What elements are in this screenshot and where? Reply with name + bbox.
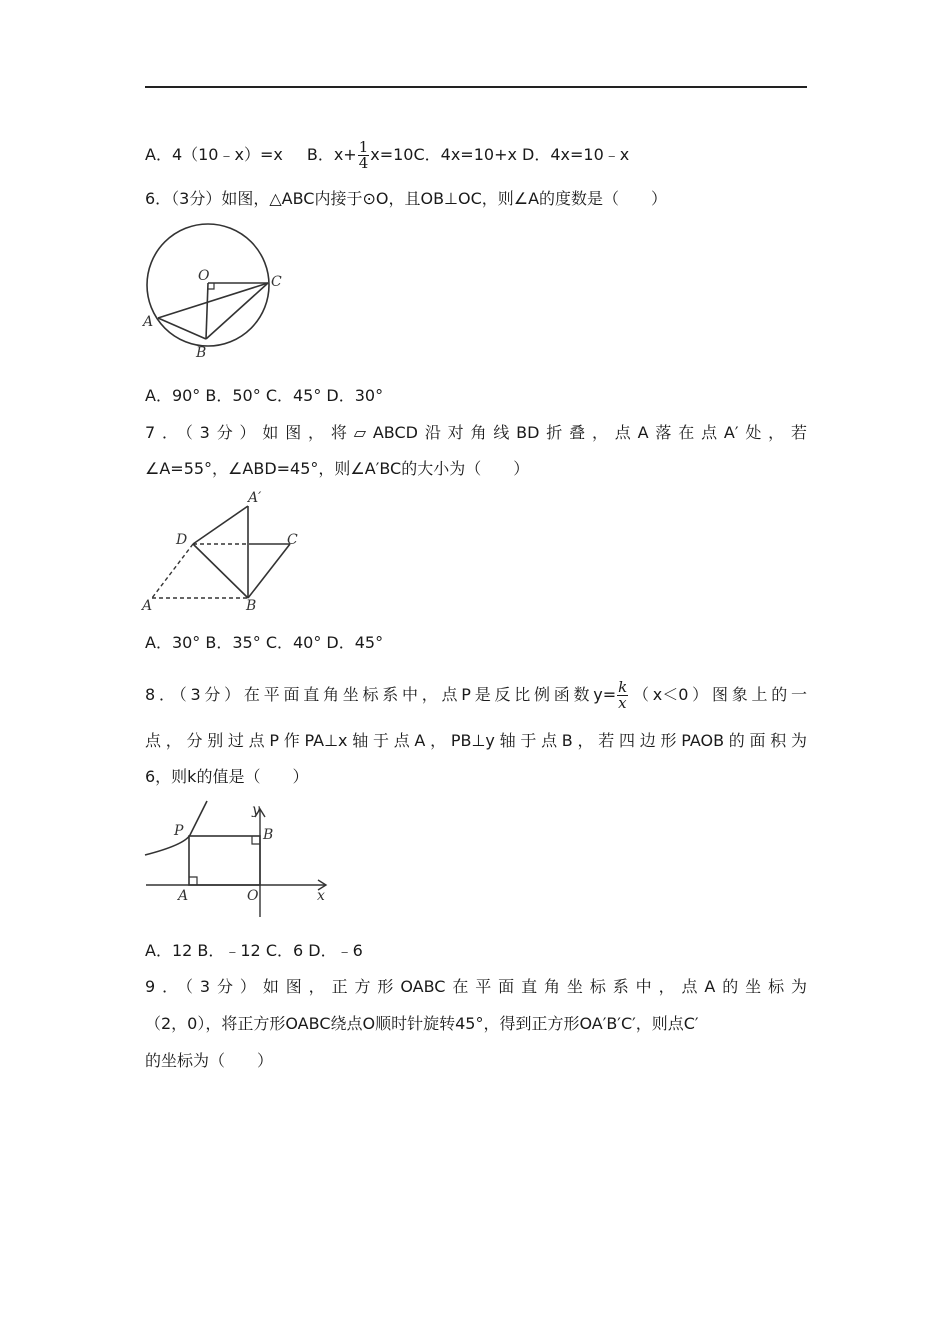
q5-option-a: A．4（10﹣x）=x — [145, 145, 283, 164]
q7-label-b: B — [246, 598, 257, 614]
q5-fraction — [358, 140, 370, 171]
q8-right-angle-mark-b — [252, 836, 260, 844]
q7-segment-da-prime — [193, 506, 248, 544]
q5-fraction-numerator: 1 — [358, 138, 369, 156]
q6-segment-ac — [158, 283, 268, 318]
q9-stem-line-1: 9．（3分）如图，正方形OABC在平面直角坐标系中，点A的坐标为 — [145, 977, 807, 996]
q8-stem-prefix: 8．（3分）在平面直角坐标系中，点P是反比例函数y= — [145, 685, 617, 704]
q8-stem-line-3: 6，则k的值是（ ） — [145, 767, 309, 786]
q8-label-y: y — [252, 802, 260, 818]
q9-stem-line-2: （2，0），将正方形OABC绕点O顺时针旋转45°，得到正方形OA′B′C′，则点C′ — [145, 1014, 699, 1033]
q8-label-o: O — [247, 888, 259, 904]
q5-option-b-rest: x=10C．4x=10+x D．4x=10﹣x — [370, 145, 630, 164]
q5-fraction-denominator: 4 — [358, 154, 369, 172]
q6-label-o: O — [198, 268, 210, 284]
q6-segment-bc — [206, 283, 268, 339]
q7-label-d: D — [176, 532, 188, 548]
q7-segment-bc — [248, 544, 290, 598]
q7-options: A．30° B．35° C．40° D．45° — [145, 633, 384, 652]
q8-label-b: B — [263, 827, 274, 843]
q7-fold-diagram — [140, 488, 320, 616]
q7-figure — [140, 488, 320, 620]
q8-figure — [140, 797, 340, 925]
q7-stem-line-2: ∠A=55°，∠ABD=45°，则∠A′BC的大小为（ ） — [145, 459, 530, 478]
q6-label-b: B — [196, 345, 207, 361]
q6-options: A．90° B．50° C．45° D．30° — [145, 386, 384, 405]
header-rule — [145, 86, 807, 88]
q6-segment-ob — [206, 283, 208, 339]
q8-stem-line-1 — [145, 680, 807, 711]
q8-label-x: x — [317, 888, 325, 904]
q8-fraction — [617, 680, 628, 711]
q8-stem-line-2: 点，分别过点P作PA⊥x轴于点A，PB⊥y轴于点B，若四边形PAOB的面积为 — [145, 731, 807, 750]
q8-rectangle-paob — [189, 836, 260, 885]
q9-stem-line-3: 的坐标为（ ） — [145, 1051, 274, 1070]
q7-stem-line-1: 7．（3分）如图，将▱ABCD沿对角线BD折叠，点A落在点A′处，若 — [145, 423, 807, 442]
q6-label-a: A — [143, 314, 154, 330]
q7-label-a-prime: A′ — [248, 490, 262, 506]
q6-stem: 6．（3分）如图，△ABC内接于⊙O，且OB⊥OC，则∠A的度数是（ ） — [145, 189, 668, 208]
q8-fraction-numerator: k — [618, 678, 628, 696]
q8-label-p: P — [174, 823, 184, 839]
q8-stem-suffix: （x＜0）图象上的一 — [629, 685, 807, 704]
q7-dashed-da — [152, 544, 193, 598]
q6-label-c: C — [271, 274, 282, 290]
q7-label-c: C — [287, 532, 298, 548]
q8-fraction-denominator: x — [618, 694, 627, 712]
q8-label-a: A — [178, 888, 189, 904]
q7-label-a: A — [142, 598, 153, 614]
q6-figure — [140, 215, 290, 369]
q8-coordinate-diagram — [140, 797, 340, 921]
q8-options: A．12 B．﹣12 C．6 D．﹣6 — [145, 941, 363, 960]
q5-options — [145, 140, 629, 171]
q7-segment-db — [193, 544, 248, 598]
q6-circle-diagram — [140, 215, 290, 365]
q5-option-b-prefix: B．x+ — [306, 145, 357, 164]
q8-right-angle-mark-a — [189, 877, 197, 885]
